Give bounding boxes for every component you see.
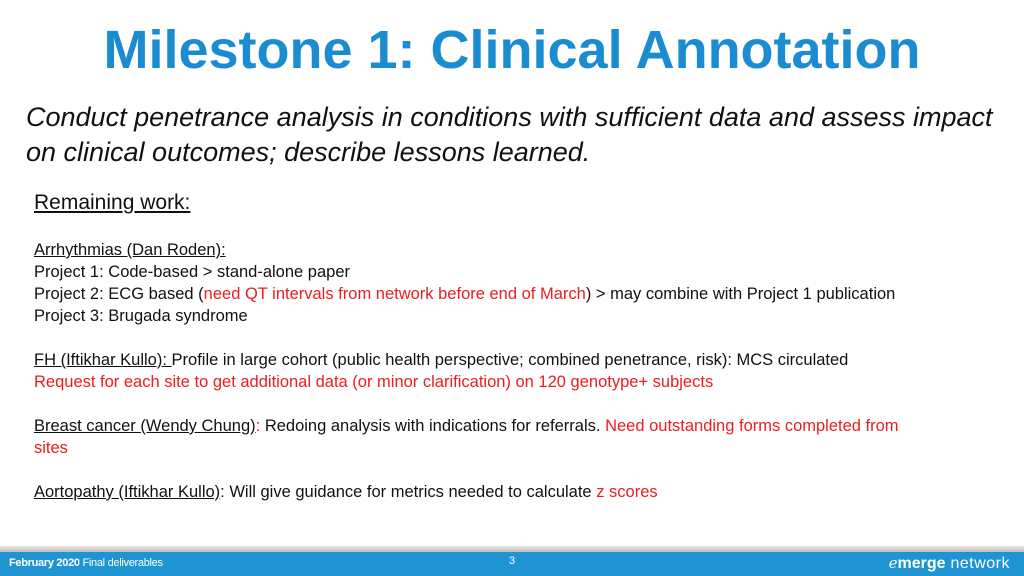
emerge-network-logo xyxy=(889,554,1010,573)
spacer xyxy=(34,393,1019,415)
project-2-text-pre: Project 2: ECG based ( xyxy=(34,285,204,303)
aortopathy-heading: Aortopathy (Iftikhar Kullo) xyxy=(34,483,221,501)
arrhythmias-heading-text: Arrhythmias (Dan Roden): xyxy=(34,241,226,259)
remaining-work-heading: Remaining work: xyxy=(34,191,191,214)
aortopathy-red-text: z scores xyxy=(596,483,658,501)
spacer xyxy=(34,459,1019,481)
breast-cancer-red-text: Need outstanding forms completed from xyxy=(605,417,899,435)
page-number: 3 xyxy=(508,555,516,567)
arrhythmias-project-1: Project 1: Code-based > stand-alone paper xyxy=(34,263,350,281)
logo-e-mark: e xyxy=(888,554,898,572)
slide-title: Milestone 1: Clinical Annotation xyxy=(103,20,921,80)
footer-bar xyxy=(0,552,1024,576)
breast-cancer-red-continued: sites xyxy=(34,439,68,457)
aortopathy-text: : Will give guidance for metrics needed to calculate xyxy=(220,483,597,501)
fh-text: Profile in large cohort (public health perspective; combined penetrance, risk): MCS circulated xyxy=(171,351,849,369)
fh-heading: FH (Iftikhar Kullo): xyxy=(34,351,172,369)
breast-cancer-text: Redoing analysis with indications for referrals. xyxy=(260,417,606,435)
slide-subtitle: Conduct penetrance analysis in conditions with sufficient data and assess impact on clinical outcomes; describe lessons learned. xyxy=(26,102,993,167)
spacer xyxy=(34,327,1019,349)
breast-cancer-colon: : xyxy=(255,417,261,435)
fh-request: Request for each site to get additional data (or minor clarification) on 120 genotype+ subjects xyxy=(34,373,714,391)
arrhythmias-heading xyxy=(34,239,1019,261)
breast-cancer-line xyxy=(34,415,1019,437)
breast-cancer-heading: Breast cancer (Wendy Chung) xyxy=(34,417,256,435)
fh-line xyxy=(34,349,1019,371)
aortopathy-line xyxy=(34,481,1019,503)
footer-date: February 2020 xyxy=(9,557,80,569)
logo-network: network xyxy=(945,555,1010,572)
project-2-text-post: ) > may combine with Project 1 publication xyxy=(585,285,896,303)
logo-merge: merge xyxy=(897,555,946,572)
project-2-red-text: need QT intervals from network before end of March xyxy=(203,285,586,303)
content-body xyxy=(34,239,1019,503)
arrhythmias-project-3: Project 3: Brugada syndrome xyxy=(34,307,248,325)
arrhythmias-project-2 xyxy=(34,283,1019,305)
footer-label: Final deliverables xyxy=(82,557,163,569)
